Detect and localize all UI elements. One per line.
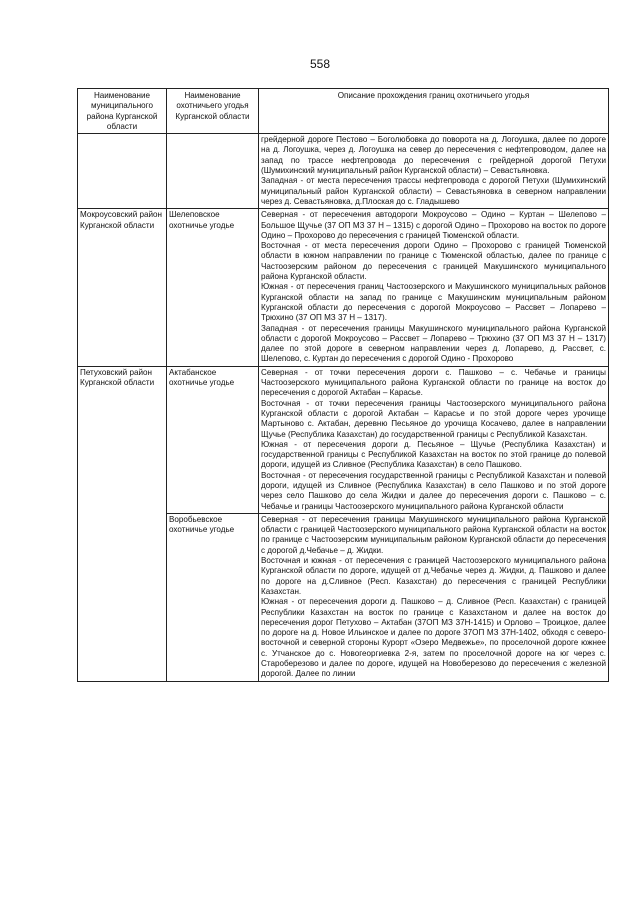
district-cell [78, 134, 167, 209]
description-paragraph: Западная - от пересечения границы Макушинского муниципального района Курганской области с дорогой Мокроусово – Рассвет – Лопарево – Трюхино (37 ОП МЗ 37 Н – 1317) далее по этой дороге в северном направлении через д. Лопарево, д. Рассвет, с. Шелепово, с. Куртан до пересечения с дорогой Одино - Прохорово [261, 323, 606, 364]
description-cell [259, 513, 609, 681]
table-row [78, 209, 609, 366]
table-header-row [78, 89, 609, 134]
hunting-ground-cell: Актабанское охотничье угодье [167, 366, 259, 513]
description-paragraph: Южная - от пересечения дороги д. Пашково – д. Сливное (Респ. Казахстан) с границей Республики Казахстан на восток по границе с Казахстаном и далее на восток до пересечения дорог Петухово – Актабан (37ОП МЗ 37Н-1415) и Орлово – Троицкое, далее по дороге на д. Новое Ильинское и далее по дороге 37ОП МЗ 37Н-1402, обходя с северо-восточной и северной стороны Курорт «Озеро Медвежье», по проселочной дороге южнее с. Утчанское до с. Новогеоргиевка 2-я, затем по проселочной дороге на юг через с. Староберезово и далее по дороге, идущей на Новоберезово до пересечения с железной дорогой. Далее по линии [261, 597, 606, 679]
district-cell: Петуховский район Курганской области [78, 366, 167, 681]
description-paragraph: Южная - от пересечения границ Частоозерского и Макушинского муниципальных районов Курганской области на запад по границе с Макушинским муниципальным районом Курганской области до пересечения с дорогой Мокроусово – Рассвет – Лопарево – Трюхино (37 ОП МЗ 37 Н – 1317). [261, 282, 606, 323]
description-paragraph: Восточная и южная - от пересечения с границей Частоозерского муниципального района Курганской области по дороге, идущей от д.Чебачье через д. Жидки, д. Пашково и далее по дороге на д.Сливное (Респ. Казахстан) до пересечения с границей Республики Казахстан. [261, 556, 606, 596]
description-paragraph: Восточная - от места пересечения дороги Одино – Прохорово с границей Тюменской области в южном направлении по границе с Тюменской областью, далее по границе с Частоозерским районом до пересечения с границей Макушинского муниципального района Курганской области. [261, 241, 606, 282]
description-paragraph: Северная - от пересечения границы Макушинского муниципального района Курганской области с границей Частоозерского муниципального района Курганской области на восток по границе с Частоозерским муниципальным районом Курганской области до пересечения с дорогой д.Чебачье – д. Жидки. [261, 514, 606, 555]
description-paragraph: Восточная - от пересечения государственной границы с Республикой Казахстан и полевой дороги, идущей из Сливное (Республика Казахстан) в село Пашково и по этой дороге через село Пашково до села Жидки и далее до пересечения дороги с. Пашково – с. Чебачье и границы Частоозерского муниципального района Курганской области [261, 470, 606, 511]
page-number: 558 [309, 57, 331, 71]
hunting-ground-cell: Воробьевское охотничье угодье [167, 513, 259, 681]
table-row [78, 134, 609, 209]
description-paragraph: Западная - от места пересечения трассы нефтепровода с дорогой Петухи (Шумихинский муниципальный район Курганской области) – Севастьяновка в северном направлении через д. Севастьяновка, д.Плоская до с. Гладышево [261, 176, 606, 206]
description-paragraph: Северная - от пересечения автодороги Мокроусово – Одино – Куртан – Шелепово – Большое Щучье (37 ОП МЗ 37 Н – 1315) с дорогой Одино – Прохорово на восток по дороге Одино – Прохорово до пересечения с границей Тюменской области. [261, 210, 606, 240]
header-description: Описание прохождения границ охотничьего угодья [259, 89, 609, 134]
hunting-ground-cell [167, 134, 259, 209]
header-hunting-ground: Наименование охотничьего угодья Курганской области [167, 89, 259, 134]
description-cell [259, 366, 609, 513]
hunting-grounds-table [77, 88, 609, 682]
district-cell: Мокроусовский район Курганской области [78, 209, 167, 366]
description-cell [259, 134, 609, 209]
description-paragraph: Южная - от пересечения дороги д. Песьяное – Щучье (Республика Казахстан) и государственной границы с Республикой Казахстан на восток по этой границе до полевой дороги, идущей из Сливное (Республика Казахстан) в село Пашково. [261, 439, 606, 470]
description-paragraph: Восточная - от точки пересечения границы Частоозерского муниципального района Курганской области с дорогой Актабан – Карасье и по этой дороге через урочище Мартыново с. Актабан, деревню Песьяное до урочища Косачево, далее в направлении Щучье (Республика Казахстан) до государственной границы с Республикой Казахстан. [261, 398, 606, 439]
table-row [78, 366, 609, 513]
description-cell [259, 209, 609, 366]
hunting-ground-cell: Шелеповское охотничье угодье [167, 209, 259, 366]
description-paragraph: грейдерной дороге Пестово – Боголюбовка до поворота на д. Логоушка, далее по дороге на д. Логоушка, через д. Логоушка на север до пересечения с нефтепроводом, далее на запад по трассе нефтепровода до пересечения с грейдерной дорогой Петухи (Шумихинский муниципальный район Курганской области) – Севастьяновка. [261, 135, 606, 176]
header-district: Наименование муниципального района Курганской области [78, 89, 167, 134]
description-paragraph: Северная - от точки пересечения дороги с. Пашково – с. Чебачье и границы Частоозерского муниципального района Курганской области по границе на восток до пересечения с дорогой Актабан – Карасье. [261, 367, 606, 398]
